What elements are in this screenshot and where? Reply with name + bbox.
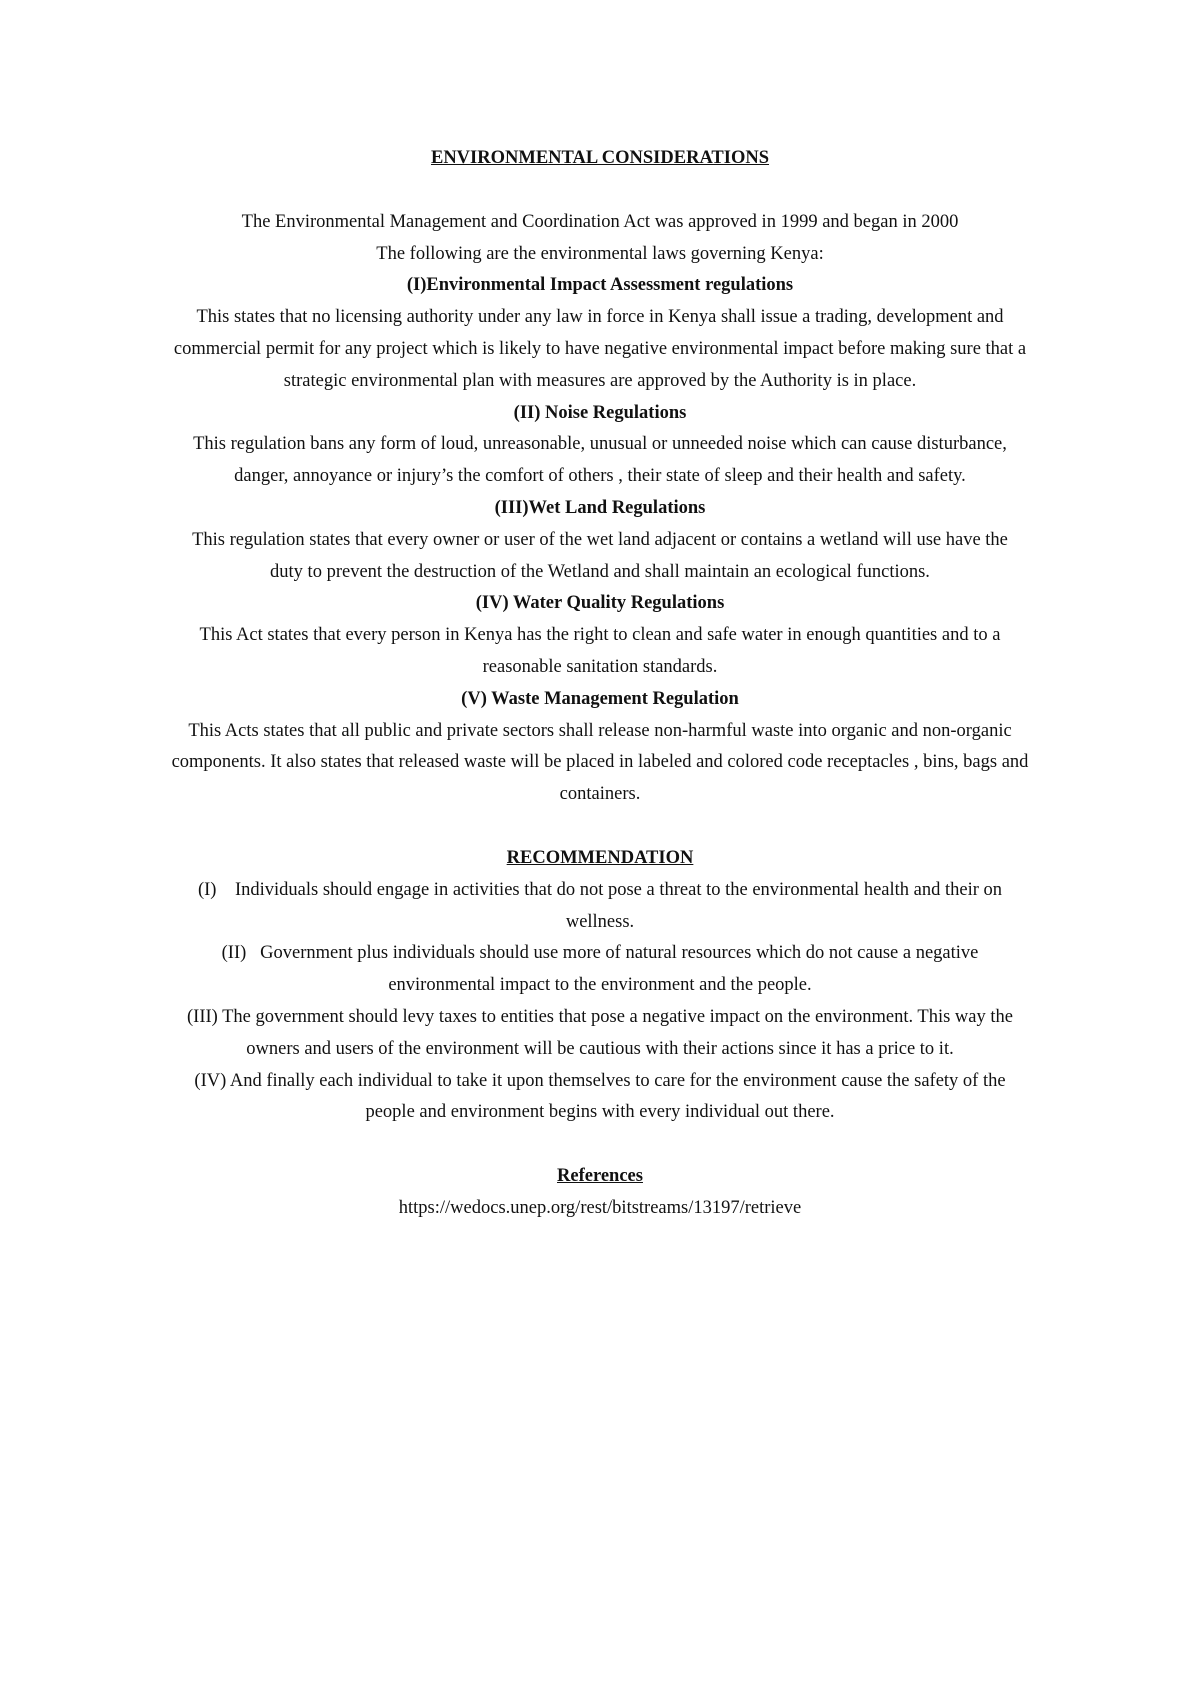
intro-line-1: The Environmental Management and Coordination Act was approved in 1999 and began in 2000 (241, 211, 959, 232)
spacer (150, 175, 1050, 207)
section-body-noise: This regulation bans any form of loud, unreasonable, unusual or unneeded noise which can cause disturbance, danger, annoyance or injury’s the comfort of others , their state of sleep and their health and safety. (193, 434, 1007, 487)
recommendation-item-4: (IV) And finally each individual to take it upon themselves to care for the environment cause the safety of the people and environment begins with every individual out there. (194, 1070, 1006, 1123)
section-heading-eia: (I)Environmental Impact Assessment regulations (406, 275, 794, 296)
recommendation-item-3: (III) The government should levy taxes to entities that pose a negative impact on the environment. This way the owners and users of the environment will be cautious with their actions since it has a price to it. (187, 1006, 1013, 1059)
recommendation-item-1: (I) Individuals should engage in activities that do not pose a threat to the environmental health and their on wellness. (197, 879, 1007, 932)
spacer (150, 1129, 1050, 1161)
section-heading-water: (IV) Water Quality Regulations (475, 593, 725, 614)
section-heading-waste: (V) Waste Management Regulation (461, 688, 739, 709)
section-body-eia: This states that no licensing authority under any law in force in Kenya shall issue a trading, development and commercial permit for any project which is likely to have negative environmental impact before making sure that a strategic environmental plan with measures are approved by the Authority is in place. (173, 307, 1027, 391)
references-title: References (557, 1166, 643, 1187)
section-body-waste: This Acts states that all public and private sectors shall release non-harmful waste into organic and non-organic components. It also states that released waste will be placed in labeled and colored code receptacles , bins, bags and containers. (171, 720, 1029, 805)
environmental-considerations-title: ENVIRONMENTAL CONSIDERATIONS (430, 148, 770, 168)
document-page (150, 143, 1050, 1225)
section-body-water: This Act states that every person in Kenya has the right to clean and safe water in enough quantities and to a reasonable sanitation standards. (199, 625, 1001, 677)
spacer (150, 811, 1050, 843)
recommendation-item-2: (II) Government plus individuals should use more of natural resources which do not cause a negative environmental impact to the environment and the people. (221, 943, 983, 996)
intro-line-2: The following are the environmental laws governing Kenya: (376, 243, 824, 264)
recommendation-title: RECOMMENDATION (506, 847, 694, 868)
reference-link[interactable]: https://wedocs.unep.org/rest/bitstreams/13197/retrieve (398, 1197, 802, 1218)
section-heading-wetland: (III)Wet Land Regulations (494, 497, 706, 518)
section-heading-noise: (II) Noise Regulations (513, 402, 687, 423)
section-body-wetland: This regulation states that every owner or user of the wet land adjacent or contains a wetland will use have the duty to prevent the destruction of the Wetland and shall maintain an ecological functions. (192, 529, 1008, 582)
